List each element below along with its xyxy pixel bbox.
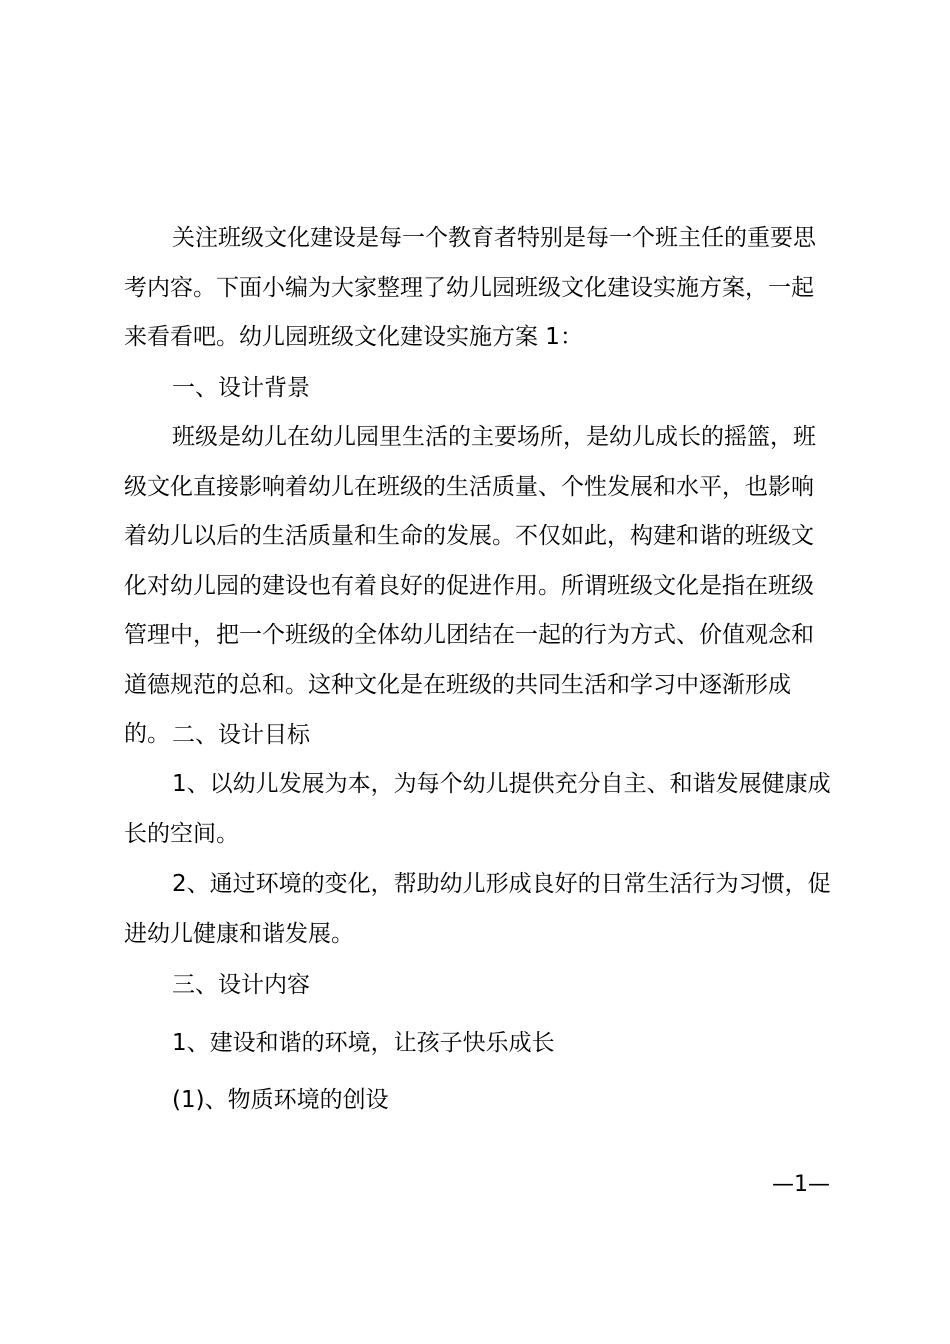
background-paragraph: 班级是幼儿在幼儿园里生活的主要场所，是幼儿成长的摇篮，班级文化直接影响着幼儿在班级的生活质量、个性发展和水平，也影响着幼儿以后的生活质量和生命的发展。不仅如此，构建和谐的班级文化对幼儿园的建设也有着良好的促进作用。所谓班级文化是指在班级管理中，把一个班级的全体幼儿团结在一起的行为方式、价值观念和道德规范的总和。这种文化是在班级的共同生活和学习中逐渐形成的。 [124,424,816,747]
content-item-1: 1、建设和谐的环境，让孩子快乐成长 [172,1030,555,1056]
goal-item-1: 1、以幼儿发展为本，为每个幼儿提供充分自主、和谐发展健康成长的空间。 [124,771,831,847]
intro-paragraph: 关注班级文化建设是每一个教育者特别是每一个班主任的重要思考内容。下面小编为大家整理了幼儿园班级文化建设实施方案，一起来看看吧。幼儿园班级文化建设实施方案 1： [124,225,816,350]
section-heading-background: 一、设计背景 [172,375,310,401]
section-heading-content: 三、设计内容 [172,972,310,998]
page-number: —1— [772,1172,830,1197]
content-subitem-1: (1)、物质环境的创设 [172,1087,389,1113]
goal-item-2: 2、通过环境的变化，帮助幼儿形成良好的日常生活行为习惯，促进幼儿健康和谐发展。 [124,871,831,947]
section-heading-goals: 二、设计目标 [172,722,310,748]
